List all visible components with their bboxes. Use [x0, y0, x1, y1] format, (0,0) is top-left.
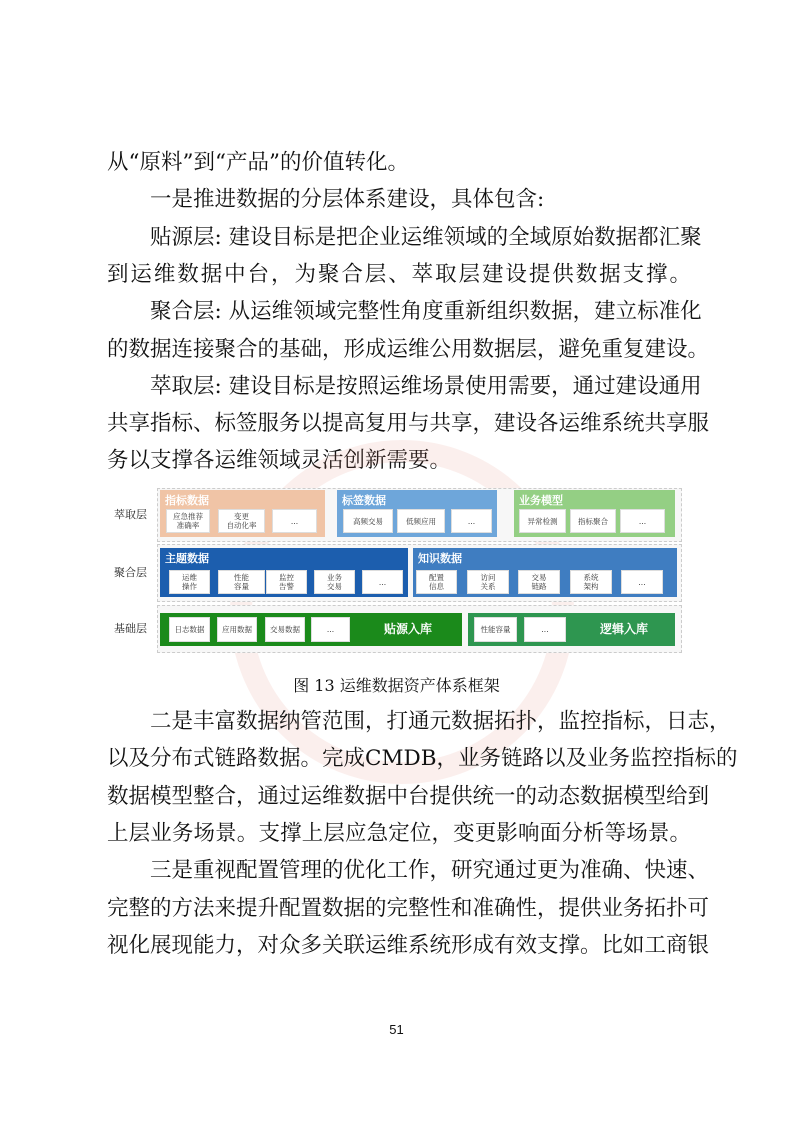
figure-caption: 图 13 运维数据资产体系框架 [293, 676, 500, 695]
data-item-box: 交易数据 [265, 617, 305, 642]
data-item-box: 访问 关系 [467, 570, 509, 594]
text-line: 从“原料”到“产品”的价值转化。 [107, 150, 409, 175]
text-line: 数据模型整合，通过运维数据中台提供统一的动态数据模型给到 [107, 783, 710, 809]
layer-label: 聚合层 [114, 566, 147, 579]
data-item-box: 业务 交易 [314, 570, 355, 594]
data-item-box: 低频应用 [397, 509, 445, 533]
data-item-box: 运维 操作 [169, 570, 210, 594]
text-line: 三是重视配置管理的优化工作，研究通过更为准确、快速、 [150, 858, 710, 884]
group-title: 贴源入库 [384, 622, 433, 636]
text-line: 二是丰富数据纳管范围，打通元数据拓扑，监控指标，日志， [150, 709, 731, 734]
data-item-box: ... [362, 570, 403, 594]
data-item-box: 系统 架构 [570, 570, 612, 594]
page-number: 51 [389, 1022, 404, 1037]
data-item-box: 高频交易 [343, 509, 393, 533]
group-title: 知识数据 [418, 552, 462, 565]
layer-label: 萃取层 [114, 508, 147, 521]
text-line: 以及分布式链路数据。完成CMDB，业务链路以及业务监控指标的 [107, 746, 738, 772]
data-item-box: ... [620, 509, 665, 533]
data-item-box: 日志数据 [169, 617, 210, 642]
data-item-box: 异常检测 [519, 509, 566, 533]
data-item-box: ... [311, 617, 350, 642]
data-item-box: 监控 告警 [266, 570, 307, 594]
text-line: 一是推进数据的分层体系建设，具体包含: [150, 187, 545, 213]
data-item-box: 应急推荐 准确率 [166, 509, 210, 533]
text-line: 贴源层: 建设目标是把企业运维领域的全域原始数据都汇聚 [150, 224, 702, 250]
data-item-box: 性能 容量 [218, 570, 265, 594]
data-item-box: ... [524, 617, 566, 642]
text-line: 视化展现能力，对众多关联运维系统形成有效支撑。比如工商银 [107, 932, 710, 958]
text-line: 到运维数据中台，为聚合层、萃取层建设提供数据支撑。 [107, 261, 691, 287]
data-item-box: 变更 自动化率 [218, 509, 265, 533]
group-title: 指标数据 [165, 494, 209, 507]
text-line: 共享指标、标签服务以提高复用与共享，建设各运维系统共享服 [107, 411, 710, 437]
data-item-box: 指标聚合 [570, 509, 616, 533]
group-title: 业务模型 [519, 494, 563, 507]
text-line: 聚合层: 从运维领域完整性角度重新组织数据，建立标准化 [150, 299, 702, 325]
data-item-box: ... [272, 509, 317, 533]
data-item-box: 应用数据 [217, 617, 257, 642]
data-item-box: 配置 信息 [416, 570, 457, 594]
text-line: 萃取层: 建设目标是按照运维场景使用需要，通过建设通用 [150, 373, 702, 399]
data-item-box: 性能容量 [474, 617, 517, 642]
data-item-box: ... [621, 570, 663, 594]
text-line: 务以支撑各运维领域灵活创新需要。 [107, 448, 452, 474]
text-line: 上层业务场景。支撑上层应急定位，变更影响面分析等场景。 [107, 820, 691, 846]
text-line: 完整的方法来提升配置数据的完整性和准确性，提供业务拓扑可 [107, 895, 710, 921]
group-title: 主题数据 [165, 552, 209, 565]
data-item-box: 交易 链路 [518, 570, 560, 594]
data-item-box: ... [451, 509, 492, 533]
group-title: 标签数据 [342, 494, 386, 507]
text-line: 的数据连接聚合的基础，形成运维公用数据层，避免重复建设。 [107, 336, 710, 362]
layer-label: 基础层 [114, 622, 147, 635]
group-title: 逻辑入库 [600, 622, 649, 636]
